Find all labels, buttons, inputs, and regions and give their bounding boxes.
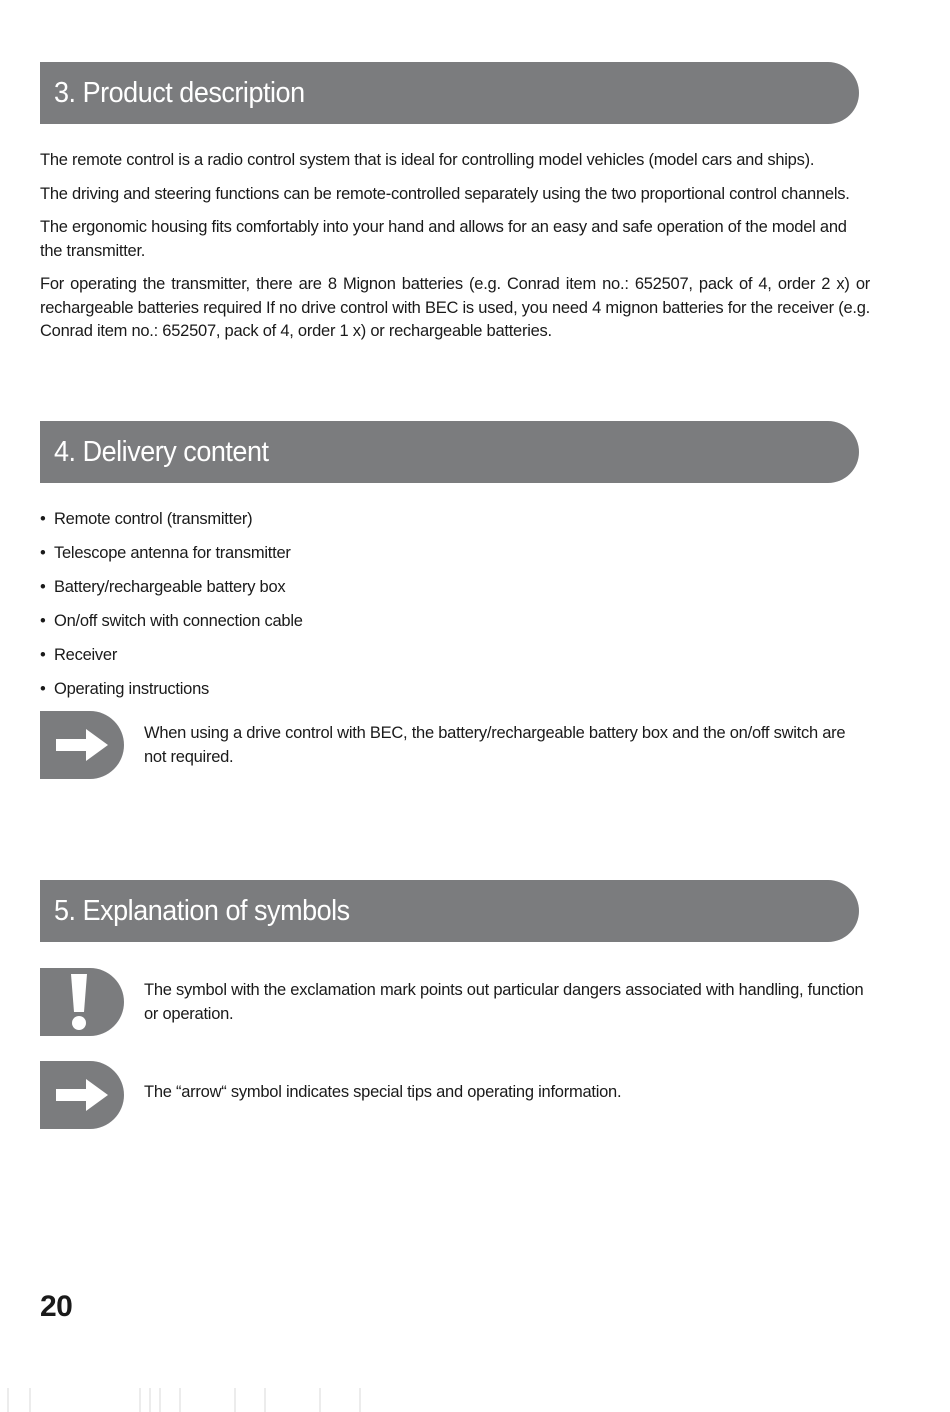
list-item: [40, 507, 303, 541]
bullet: •: [40, 680, 46, 698]
list-item-text: On/off switch with connection cable: [54, 612, 303, 630]
bullet: •: [40, 646, 46, 664]
bullet: •: [40, 578, 46, 596]
bullet: •: [40, 510, 46, 528]
product-description-text: [40, 149, 870, 354]
exclamation-icon: [40, 968, 124, 1036]
delivery-note-text: When using a drive control with BEC, the battery/rechargeable battery box and the on/off switch are not required.: [144, 724, 846, 766]
bullet: •: [40, 544, 46, 562]
list-item-text: Telescope antenna for transmitter: [54, 544, 291, 562]
exclamation-symbol-text: The symbol with the exclamation mark points out particular dangers associated with handling, function or operation.: [144, 981, 864, 1023]
section-header-product-description: [40, 62, 859, 124]
section-header-explanation-of-symbols: [40, 880, 859, 942]
page-number: 20: [40, 1290, 73, 1323]
list-item-text: Operating instructions: [54, 680, 209, 698]
paragraph: The remote control is a radio control system that is ideal for controlling model vehicles (model cars and ships).: [40, 151, 815, 169]
scan-edge-marks: [0, 1388, 400, 1412]
list-item-text: Battery/rechargeable battery box: [54, 578, 286, 596]
list-item: [40, 575, 303, 609]
section-title: 4. Delivery content: [54, 435, 269, 468]
list-item: [40, 541, 303, 575]
list-item-text: Remote control (transmitter): [54, 510, 253, 528]
section-title: 3. Product description: [54, 76, 305, 109]
list-item: [40, 643, 303, 677]
section-title: 5. Explanation of symbols: [54, 894, 350, 927]
list-item: [40, 609, 303, 643]
bullet: •: [40, 612, 46, 630]
list-item: [40, 677, 303, 711]
arrow-symbol-text: The “arrow“ symbol indicates special tips and operating information.: [144, 1083, 622, 1101]
paragraph: The driving and steering functions can be remote-controlled separately using the two proportional control channels.: [40, 184, 850, 203]
arrow-right-icon: [40, 711, 124, 779]
list-item-text: Receiver: [54, 646, 118, 664]
section-header-delivery-content: [40, 421, 859, 483]
paragraph: For operating the transmitter, there are 8 Mignon batteries (e.g. Conrad item no.: 652507, pack of 4, order 2 x) or rechargeable batteries required If no drive control with BEC is used, you need 4 mignon batteries for the receiver (e.g. Conrad item no.: 652507, pack of 4, order 1 x) or rechargeable batteries.: [40, 275, 870, 340]
arrow-right-icon: [40, 1061, 124, 1129]
paragraph: The ergonomic housing fits comfortably into your hand and allows for an easy and safe operation of the model and the transmitter.: [40, 218, 847, 260]
delivery-content-list: [40, 507, 303, 711]
